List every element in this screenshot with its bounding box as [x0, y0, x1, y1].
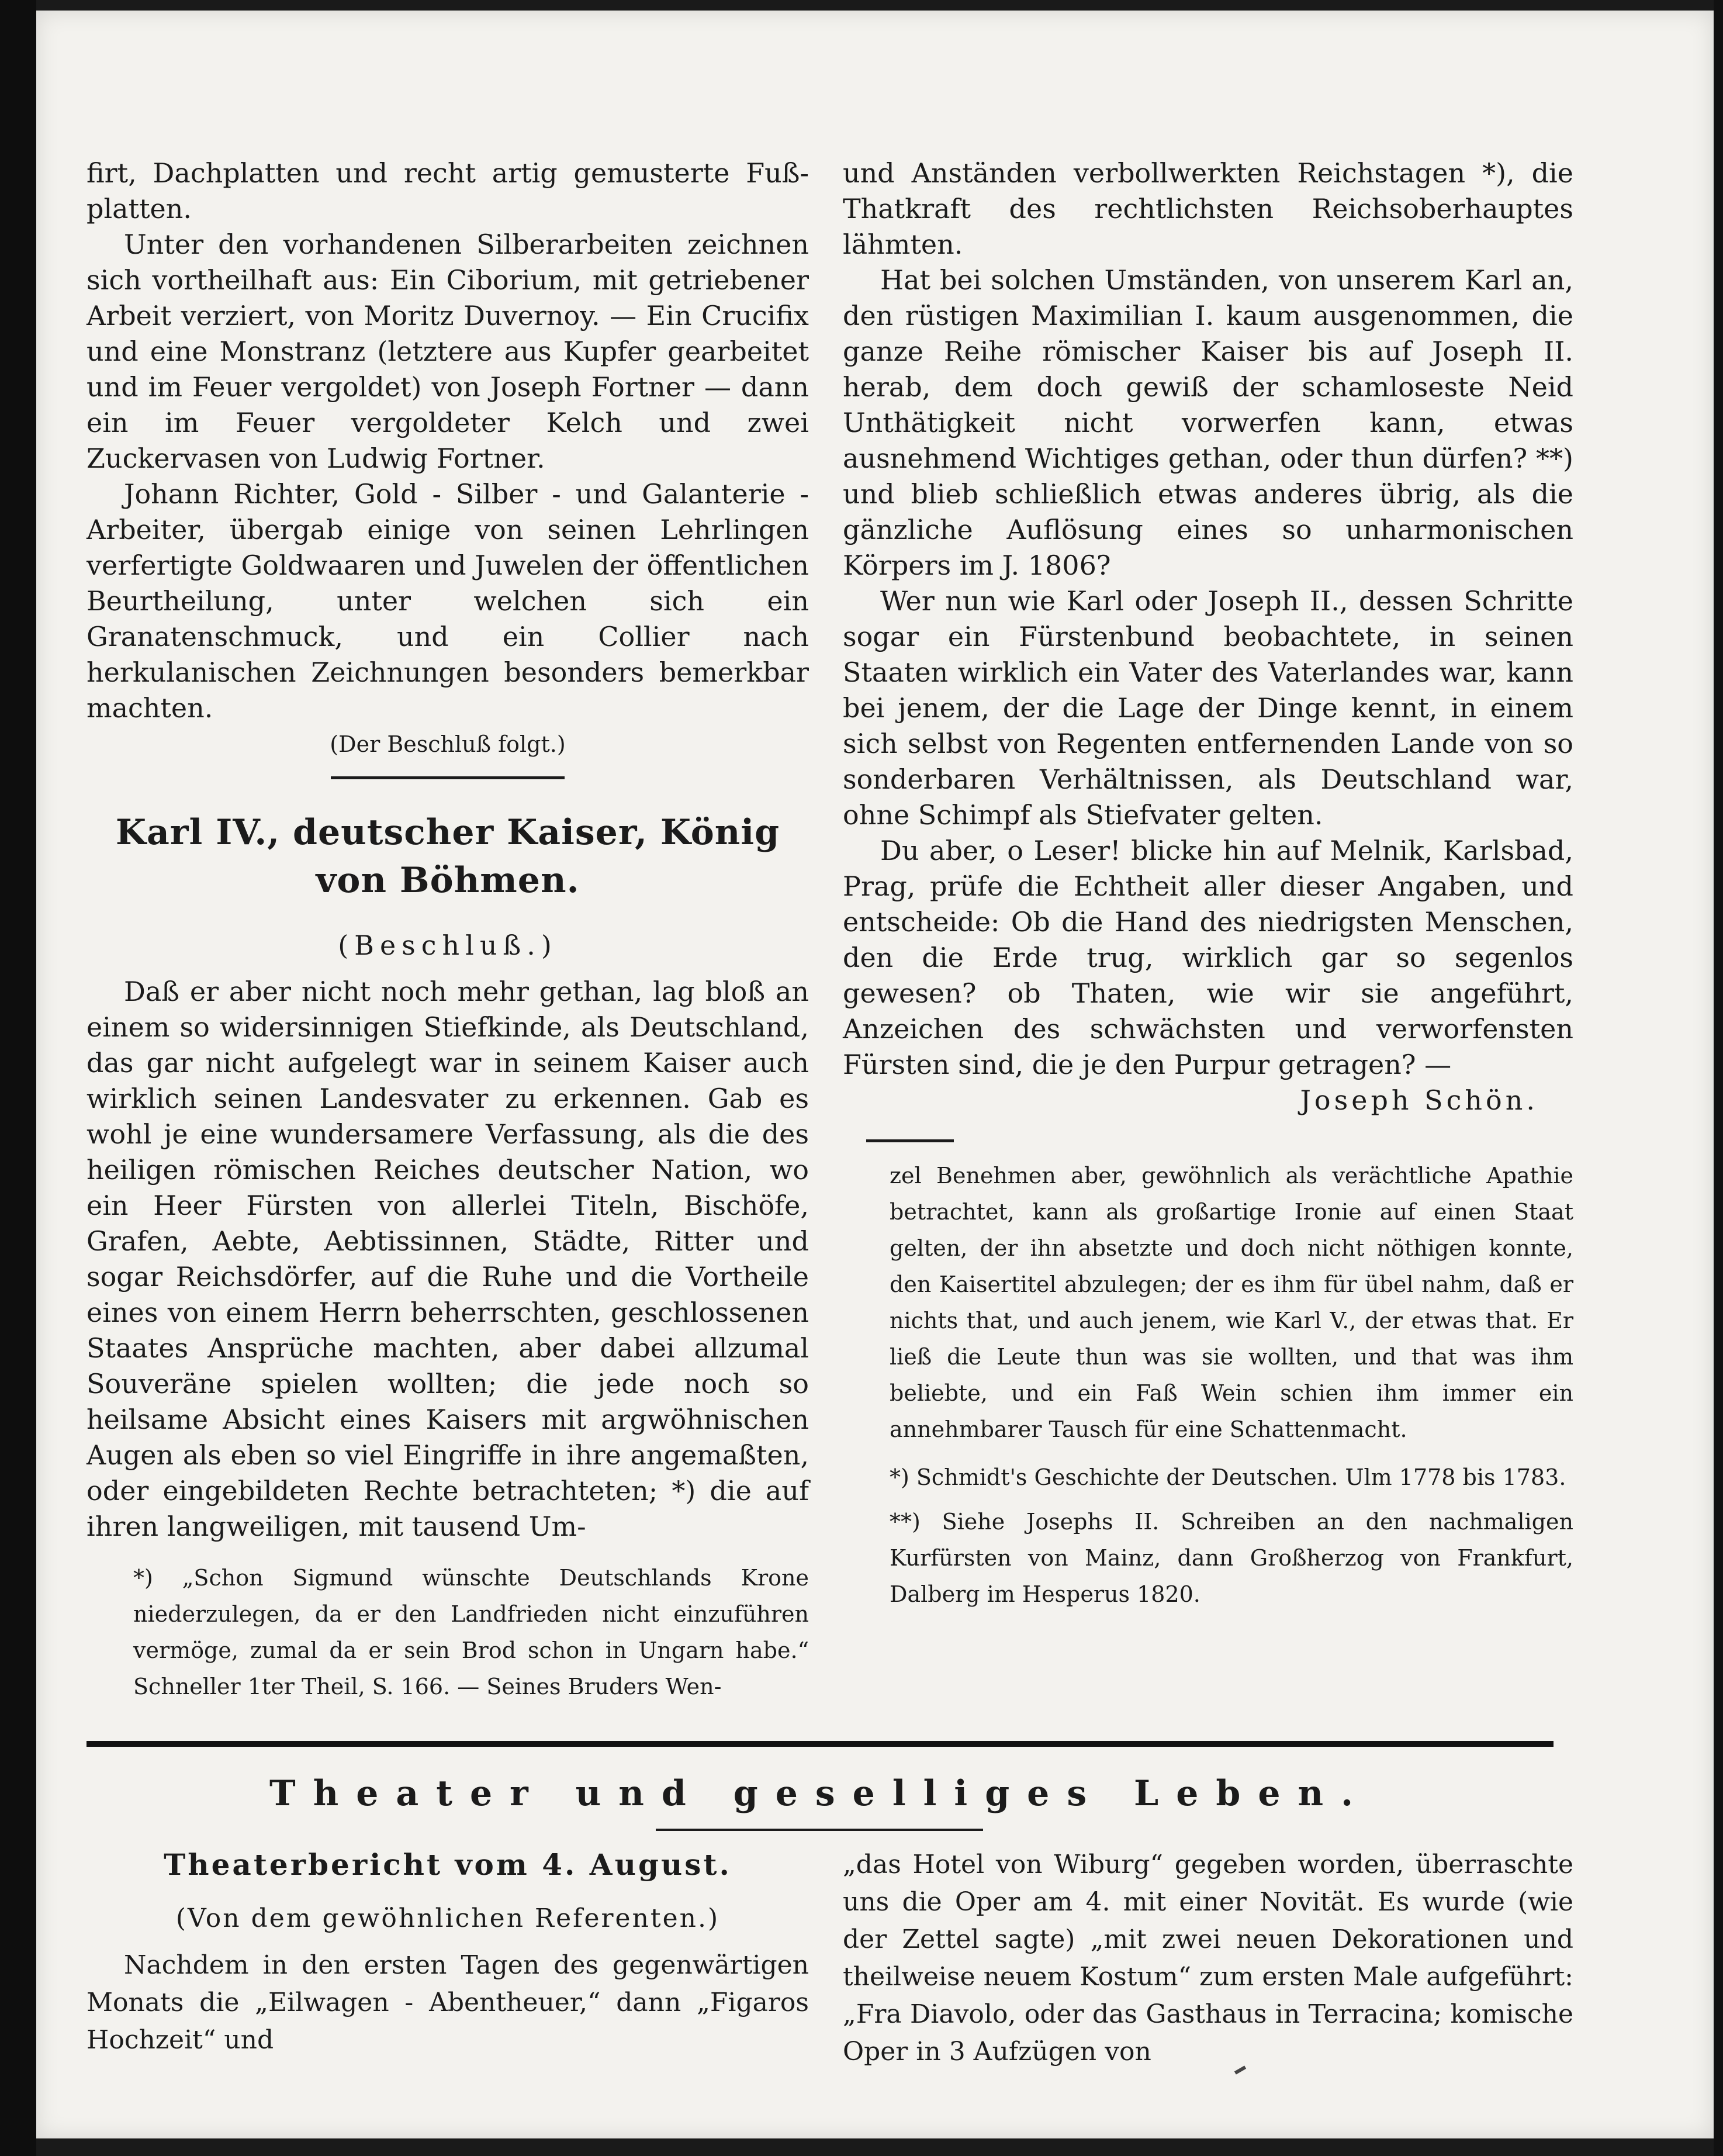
- newspaper-page: [36, 11, 1714, 2138]
- scan-border-left: [0, 0, 36, 2156]
- paragraph: und Anständen verbollwerkten Reichstagen *), die Thatkraft des rechtlichsten Reichsoberhauptes lähmten.: [843, 157, 1573, 260]
- report-byline: (Von dem gewöhnlichen Referenten.): [175, 1903, 720, 1933]
- paragraph: „das Hotel von Wiburg“ gegeben worden, überraschte uns die Oper am 4. mit einer Novität. Es wurde (wie der Zettel sagte) „mit zwei neuen Dekorationen und theilweise neuem Kostum“ zum ersten Male aufgeführt: „Fra Diavolo, oder das Gasthaus in Terracina; komische Oper in 3 Aufzügen von: [843, 1850, 1573, 2067]
- section-divider: [87, 1741, 1554, 1747]
- bottom-right-column: [843, 1846, 1573, 2071]
- footnote: *) „Schon Sigmund wünschte Deutschlands Krone niederzulegen, da er den Landfrieden nicht einzuführen vermöge, zumal da er sein Brod schon in Ungarn habe.“ Schneller 1ter Theil, S. 166. — Seines Bruders Wen-: [133, 1565, 809, 1699]
- scan-border-right: [1714, 0, 1723, 2156]
- paragraph: Unter den vorhandenen Silberarbeiten zeichnen sich vortheilhaft aus: Ein Ciborium, mit getriebener Arbeit verziert, von Moritz Duvernoy. — Ein Crucifix und eine Monstranz (letztere aus Kupfer gearbeitet und im Feuer vergoldet) von Joseph Fortner — dann ein im Feuer vergoldeter Kelch und zwei Zuckervasen von Ludwig Fortner.: [87, 229, 809, 474]
- paragraph: firt, Dachplatten und recht artig gemusterte Fuß-platten.: [87, 157, 809, 224]
- paragraph: Nachdem in den ersten Tagen des gegenwärtigen Monats die „Eilwagen - Abentheuer,“ dann „Figaros Hochzeit“ und: [87, 1950, 809, 2055]
- bottom-left-column: [87, 1846, 809, 2059]
- paragraph: Wer nun wie Karl oder Joseph II., dessen Schritte sogar ein Fürstenbund beobachtete, in seinen Staaten wirklich ein Vater des Vaterlandes war, kann bei jenem, der die Lage der Dinge kennt, in einem sich selbst von Regenten entfernenden Lande von so sonderbaren Verhältnissen, als Deutschland war, ohne Schimpf als Stiefvater gelten.: [843, 585, 1573, 831]
- paragraph: Hat bei solchen Umständen, von unserem Karl an, den rüstigen Maximilian I. kaum ausgenommen, die ganze Reihe römischer Kaiser bis auf Joseph II. herab, dem doch gewiß der schamloseste Neid Unthätigkeit nicht vorwerfen kann, etwas ausnehmend Wichtiges gethan, oder thun dürfen? **) und blieb schließlich etwas anderes übrig, als die gänzliche Auflösung eines so unharmonischen Körpers im J. 1806?: [843, 264, 1573, 581]
- footnote-divider: [866, 1139, 954, 1142]
- paragraph: Johann Richter, Gold - Silber - und Galanterie - Arbeiter, übergab einige von seinen Lehrlingen verfertigte Goldwaaren und Juwelen der öffentlichen Beurtheilung, unter welchen sich ein Granatenschmuck, und ein Collier nach herkulanischen Zeichnungen besonders bemerkbar machten.: [87, 478, 809, 724]
- footnote: **) Siehe Josephs II. Schreiben an den nachmaligen Kurfürsten von Mainz, dann Großherzog von Frankfurt, Dalberg im Hesperus 1820.: [890, 1509, 1573, 1607]
- section-title-underline: [656, 1829, 983, 1831]
- paragraph: Daß er aber nicht noch mehr gethan, lag bloß an einem so widersinnigen Stiefkinde, als Deutschland, das gar nicht aufgelegt war in seinem Kaiser auch wirklich seinen Landesvater zu erkennen. Gab es wohl je eine wundersamere Verfassung, als die des heiligen römischen Reiches deutscher Nation, wo ein Heer Fürsten von allerlei Titeln, Bischöfe, Grafen, Aebte, Aebtissinnen, Städte, Ritter und sogar Reichsdörfer, auf die Ruhe und die Vortheile eines von einem Herrn beherrschten, geschlossenen Staates Ansprüche machten, aber dabei allzumal Souveräne spielen wollten; die jede noch so heilsame Absicht eines Kaisers mit argwöhnischen Augen als eben so viel Eingriffe in ihre angemaßten, oder eingebildeten Rechte betrachteten; *) die auf ihren langweiligen, mit tausend Um-: [87, 976, 809, 1542]
- left-column: [87, 156, 809, 1705]
- footnote: *) Schmidt's Geschichte der Deutschen. Ulm 1778 bis 1783.: [890, 1464, 1566, 1490]
- paragraph: Du aber, o Leser! blicke hin auf Melnik, Karlsbad, Prag, prüfe die Echtheit aller dieser Angaben, und entscheide: Ob die Hand des niedrigsten Menschen, den die Erde trug, wirklich gar so segenlos gewesen? ob Thaten, wie wir sie angeführt, Anzeichen des schwächsten und verworfensten Fürsten sind, die je den Purpur getragen? —: [843, 835, 1573, 1080]
- article-subhead: (Beschluß.): [338, 930, 558, 961]
- section-title: Theater und geselliges Leben.: [269, 1773, 1371, 1814]
- author-signature: Joseph Schön.: [1300, 1084, 1538, 1116]
- footnote-continuation: zel Benehmen aber, gewöhnlich als verächtliche Apathie betrachtet, kann als großartige Ironie auf einen Staat gelten, der ihn absetzte und doch nicht nöthigen konnte, den Kaisertitel abzulegen; der es ihm für übel nahm, daß er nichts that, und auch jenem, wie Karl V., der etwas that. Er ließ die Leute thun was sie wollten, und that was ihm beliebte, und ein Faß Wein schien ihm immer ein annehmbarer Tausch für eine Schattenmacht.: [890, 1163, 1573, 1442]
- report-heading: Theaterbericht vom 4. August.: [164, 1847, 732, 1882]
- divider: [331, 776, 565, 779]
- article-title: Karl IV., deutscher Kaiser, König von Böhmen.: [115, 812, 780, 901]
- continuation-note: (Der Beschluß folgt.): [330, 731, 566, 757]
- right-column: [843, 156, 1573, 1612]
